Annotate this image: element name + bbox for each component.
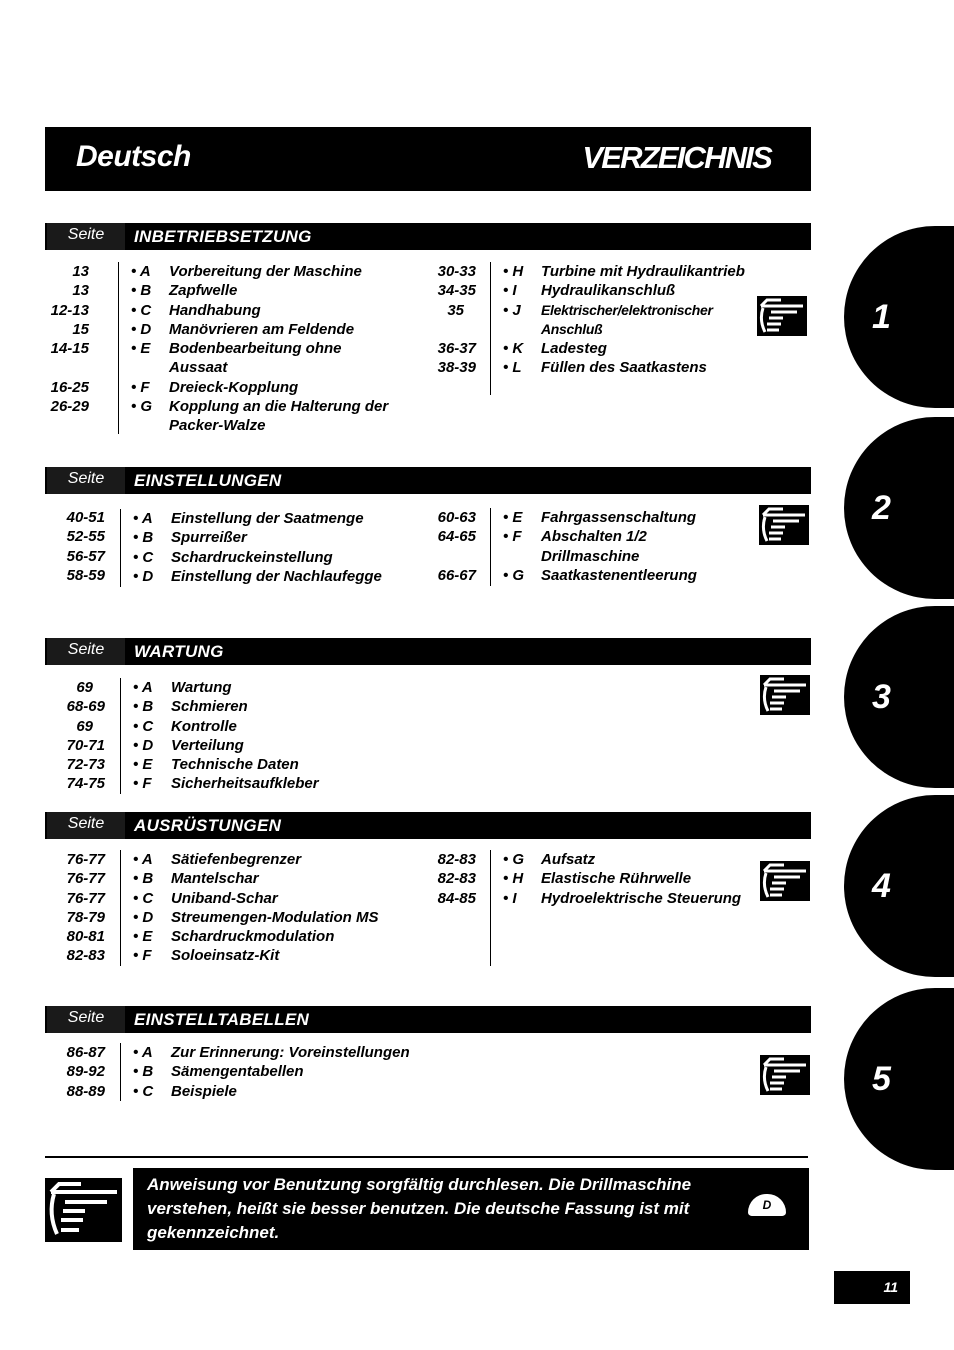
chapter-tab-label: 2 — [872, 489, 891, 527]
list-item[interactable]: • C Schardruckeinstellung — [133, 548, 333, 566]
list-item[interactable]: • E Bodenbearbeitung ohne — [131, 340, 342, 358]
page-column: 40-51 52-55 56-57 58-59 — [66, 509, 105, 584]
list-item[interactable]: • I Hydraulikanschluß — [503, 282, 676, 300]
page-column: 69 68-69 69 70-71 72-73 74-75 — [66, 679, 105, 793]
page-column: 76-77 76-77 76-77 78-79 80-81 82-83 — [66, 851, 105, 965]
topic-list — [120, 509, 382, 587]
list-item[interactable]: • G Kopplung an die Halterung der — [131, 398, 389, 416]
list-item[interactable]: • B Schmieren — [133, 698, 248, 716]
section-title: AUSRÜSTUNGEN — [134, 816, 282, 835]
pointing-hand-icon — [760, 675, 810, 715]
chapter-tab-label: 4 — [872, 867, 891, 905]
list-item[interactable]: • A Vorbereitung der Maschine — [131, 263, 362, 280]
list-item[interactable]: • D Manövrieren am Feldende — [131, 320, 355, 338]
page-column: 30-33 34-35 35 36-37 38-39 — [437, 263, 476, 377]
seite-label: Seite — [47, 638, 125, 665]
topic-list — [490, 850, 741, 966]
section-title: EINSTELLTABELLEN — [134, 1010, 310, 1029]
list-item[interactable]: • B Spurreißer — [133, 529, 247, 547]
list-item[interactable]: • A Wartung — [133, 679, 232, 696]
list-item[interactable]: • H Elastische Rührwelle — [503, 870, 692, 888]
pointing-hand-icon — [760, 861, 810, 901]
page-column: 13 13 12-13 15 14-15 16-25 26-29 — [50, 263, 89, 416]
divider — [45, 1156, 808, 1158]
note-line: gekennzeichnet. — [147, 1223, 280, 1242]
list-item[interactable]: • B Sämengentabellen — [133, 1063, 304, 1081]
list-item[interactable]: • C Kontrolle — [133, 717, 237, 735]
list-item[interactable]: • D Verteilung — [133, 736, 244, 754]
list-item[interactable]: • I Hydroelektrische Steuerung — [503, 889, 742, 907]
list-item[interactable]: • C Beispiele — [133, 1082, 237, 1100]
list-item-continuation: Packer-Walze — [169, 417, 266, 435]
pointing-hand-icon — [757, 296, 807, 336]
section-title: EINSTELLUNGEN — [134, 471, 282, 490]
list-item[interactable]: • L Füllen des Saatkastens — [503, 359, 707, 377]
list-item[interactable]: • A Zur Erinnerung: Voreinstellungen — [133, 1044, 410, 1061]
seite-label: Seite — [47, 812, 125, 839]
list-item[interactable]: • C Uniband-Schar — [133, 889, 278, 907]
section-title: WARTUNG — [134, 642, 224, 661]
topic-list — [120, 1043, 410, 1101]
list-item[interactable]: • A Sätiefenbegrenzer — [133, 851, 302, 868]
page-column: 86-87 89-92 88-89 — [66, 1044, 105, 1100]
chapter-tab-1[interactable] — [844, 226, 954, 408]
seite-label: Seite — [47, 467, 125, 494]
section-header-einstellungen — [45, 467, 811, 494]
list-item[interactable]: • J Elektrischer/elektronischer — [503, 301, 713, 319]
list-item[interactable]: • F Soloeinsatz-Kit — [133, 947, 280, 965]
list-item[interactable]: • A Einstellung der Saatmenge — [133, 510, 364, 527]
section-header-ausruestungen — [45, 812, 811, 839]
chapter-tab-label: 3 — [872, 678, 891, 716]
list-item-continuation: Aussaat — [169, 359, 228, 377]
list-item[interactable]: • B Mantelschar — [133, 870, 259, 888]
page-column: 82-83 82-83 84-85 — [437, 851, 476, 907]
topic-list — [490, 262, 745, 395]
list-item[interactable]: • F Sicherheitsaufkleber — [133, 775, 319, 793]
language-badge: D — [748, 1194, 786, 1216]
topic-list — [120, 678, 319, 794]
list-item[interactable]: • G Saatkastenentleerung — [503, 566, 697, 584]
note-line: verstehen, heißt sie besser benutzen. Die deutsche Fassung ist mit — [147, 1199, 690, 1218]
list-item[interactable]: • D Streumengen-Modulation MS — [133, 908, 379, 926]
chapter-tab-label: 1 — [872, 298, 891, 336]
section-title: INBETRIEBSETZUNG — [134, 227, 312, 246]
list-item[interactable]: • E Technische Daten — [133, 756, 299, 774]
instruction-note — [133, 1168, 809, 1250]
language-label: Deutsch — [76, 140, 191, 173]
list-item[interactable]: • H Turbine mit Hydraulikantrieb — [503, 263, 745, 280]
page-header — [45, 127, 811, 191]
section-header-inbetriebsetzung — [45, 223, 811, 250]
pointing-hand-icon — [760, 1055, 810, 1095]
topic-list — [118, 262, 388, 434]
list-item-continuation: Drillmaschine — [541, 547, 640, 565]
chapter-tab-2[interactable] — [844, 417, 954, 599]
list-item[interactable]: • E Schardruckmodulation — [133, 928, 335, 946]
chapter-tab-label: 5 — [872, 1060, 891, 1098]
pointing-hand-icon — [759, 505, 809, 545]
page-title: VERZEICHNIS — [582, 140, 771, 175]
topic-list — [120, 850, 379, 966]
page-column: 60-63 64-65 66-67 — [437, 509, 476, 584]
list-item[interactable]: • B Zapfwelle — [131, 282, 238, 300]
chapter-tab-5[interactable] — [844, 988, 954, 1170]
seite-label: Seite — [47, 1006, 125, 1033]
list-item-continuation: Anschluß — [541, 320, 603, 337]
list-item[interactable]: • F Dreieck-Kopplung — [131, 378, 299, 396]
topic-list — [490, 508, 697, 586]
list-item[interactable]: • K Ladesteg — [503, 340, 607, 358]
list-item[interactable]: • E Fahrgassenschaltung — [503, 509, 697, 526]
list-item[interactable]: • G Aufsatz — [503, 851, 596, 868]
list-item[interactable]: • D Einstellung der Nachlaufegge — [133, 567, 382, 585]
list-item[interactable]: • F Abschalten 1/2 — [503, 528, 647, 546]
section-header-wartung — [45, 638, 811, 665]
chapter-tab-3[interactable] — [844, 606, 954, 788]
page-number: 11 — [834, 1271, 910, 1304]
chapter-tab-4[interactable] — [844, 795, 954, 977]
section-header-einstelltabellen — [45, 1006, 811, 1033]
list-item[interactable]: • C Handhabung — [131, 301, 261, 319]
pointing-hand-icon — [45, 1178, 122, 1242]
seite-label: Seite — [47, 223, 125, 250]
note-line: Anweisung vor Benutzung sorgfältig durchlesen. Die Drillmaschine — [147, 1175, 692, 1194]
